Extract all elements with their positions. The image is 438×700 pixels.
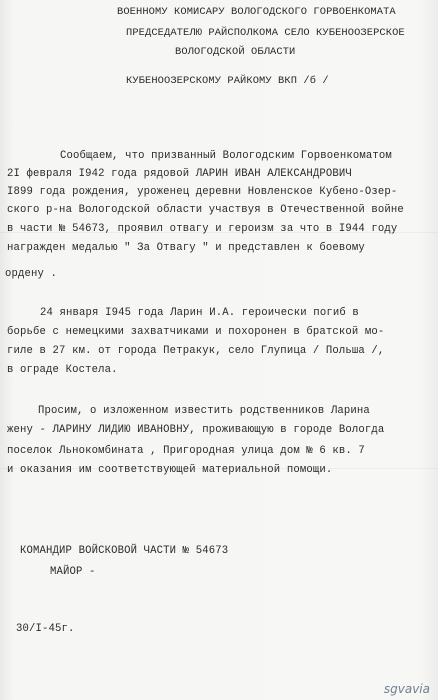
addressee-line-1: ВОЕННОМУ КОМИСАРУ ВОЛОГОДСКОГО ГОРВОЕНКОМАТА [117,6,396,18]
body-line: поселок Льнокомбината , Пригородная улица дом № 6 кв. 7 [7,445,365,457]
body-line: в части № 54673, проявил отвагу и героизм за что в I944 году [7,223,398,235]
body-line: гиле в 27 км. от города Петракук, село Глупица / Польша /, [7,345,385,357]
addressee-line-4: КУБЕНООЗЕРСКОМУ РАЙКОМУ ВКП /б / [126,75,329,87]
body-line: Просим, о изложенном известить родственников Ларина [38,405,370,417]
body-line: и оказания им соответствующей материальной помощи. [7,464,333,476]
signature-title: КОМАНДИР ВОЙСКОВОЙ ЧАСТИ № 54673 [20,545,229,557]
body-line: I899 года рождения, уроженец деревни Новленское Кубено-Озер- [7,186,398,198]
body-line: жену - ЛАРИНУ ЛИДИЮ ИВАНОВНУ, проживающую в городе Вологда [7,424,385,436]
watermark-text: sgvavia [383,682,430,696]
body-line: в ограде Костела. [7,364,118,376]
body-line: награжден медалью " За Отвагу " и представлен к боевому [7,242,365,254]
body-line: борьбе с немецкими захватчиками и похоронен в братской мо- [7,326,385,338]
signature-rank: МАЙОР - [50,566,96,578]
addressee-line-3: ВОЛОГОДСКОЙ ОБЛАСТИ [175,46,296,58]
body-line: Сообщаем, что призванный Вологодским Горвоенкоматом [60,150,392,162]
body-line: ского р-на Вологодской области участвуя в Отечественной войне [7,204,404,216]
body-line: ордену . [5,268,58,280]
body-line: 24 января I945 года Ларин И.А. героически погиб в [40,307,359,319]
body-line: 2I февраля I942 года рядовой ЛАРИН ИВАН АЛЕКСАНДРОВИЧ [7,168,352,180]
document-date: 30/I-45г. [16,623,75,635]
addressee-line-2: ПРЕДСЕДАТЕЛЮ РАЙСПОЛКОМА СЕЛО КУБЕНООЗЕРСКОЕ [126,27,405,39]
